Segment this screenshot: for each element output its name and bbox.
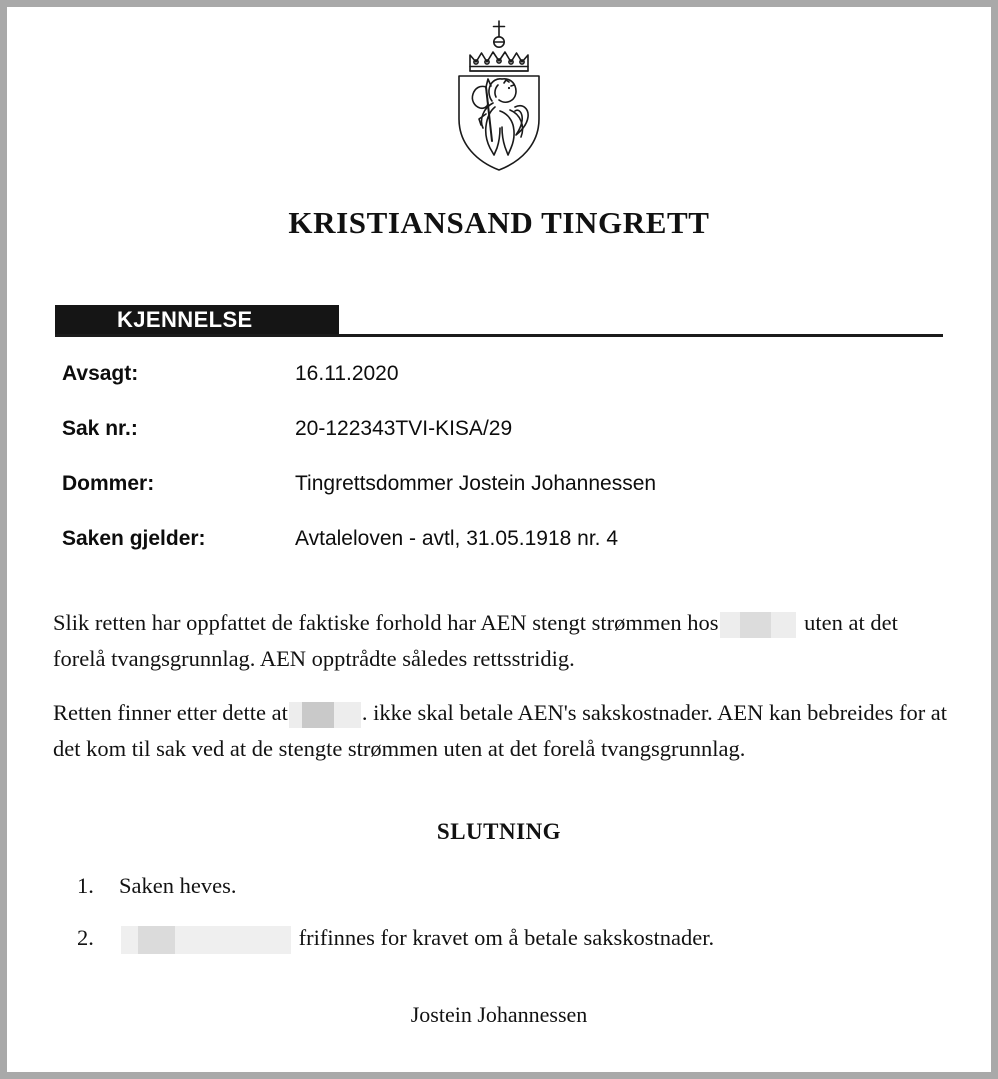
order-text-2 bbox=[119, 921, 937, 955]
paragraph-2-text-after: . ikke skal betale AEN's sakskostnader. AEN kan bebreides for at det kom til sak ved at de stengte strømmen uten at det forelå tvangsgrunnlag. bbox=[53, 700, 948, 761]
banner-horizontal-rule bbox=[55, 334, 943, 337]
metadata-value-saken-gjelder: Avtaleloven - avtl, 31.05.1918 nr. 4 bbox=[295, 527, 618, 550]
paragraph-1-text-before: Slik retten har oppfattet de faktiske forhold har AEN stengt strømmen hos bbox=[53, 610, 719, 635]
norwegian-coat-of-arms-icon bbox=[440, 15, 558, 175]
redaction-block-3 bbox=[121, 926, 291, 954]
paragraph-2 bbox=[53, 695, 948, 767]
coat-of-arms-container bbox=[7, 15, 991, 175]
order-item-1 bbox=[77, 869, 937, 903]
metadata-row-avsagt bbox=[62, 362, 942, 417]
order-number-1: 1. bbox=[77, 873, 94, 898]
document-body bbox=[7, 7, 991, 1072]
decision-banner-bar bbox=[55, 305, 339, 334]
order-item-2 bbox=[77, 921, 937, 955]
metadata-label-saken-gjelder: Saken gjelder: bbox=[62, 527, 206, 550]
metadata-value-avsagt: 16.11.2020 bbox=[295, 362, 399, 385]
conclusion-heading: SLUTNING bbox=[436, 819, 562, 844]
metadata-row-sak-nr bbox=[62, 417, 942, 472]
decision-banner bbox=[55, 305, 943, 337]
metadata-row-dommer bbox=[62, 472, 942, 527]
redaction-block-2 bbox=[289, 702, 361, 728]
court-name-title: KRISTIANSAND TINGRETT bbox=[288, 205, 710, 240]
case-metadata-list bbox=[62, 362, 942, 582]
decision-body bbox=[53, 605, 948, 785]
paragraph-1-text-after: uten at det forelå tvangsgrunnlag. AEN opptrådte således rettsstridig. bbox=[53, 610, 898, 671]
metadata-value-dommer: Tingrettsdommer Jostein Johannessen bbox=[295, 472, 657, 495]
decision-banner-label: KJENNELSE bbox=[117, 306, 253, 332]
redaction-block-1 bbox=[720, 612, 796, 638]
paragraph-1 bbox=[53, 605, 948, 677]
judge-signature: Jostein Johannessen bbox=[410, 1002, 588, 1027]
order-text-1: Saken heves. bbox=[119, 873, 237, 898]
order-text-2-after: frifinnes for kravet om å betale sakskostnader. bbox=[298, 925, 715, 950]
paragraph-2-text-before: Retten finner etter dette at bbox=[53, 700, 288, 725]
metadata-row-saken-gjelder bbox=[62, 527, 942, 582]
metadata-value-sak-nr: 20-122343TVI-KISA/29 bbox=[295, 417, 513, 440]
metadata-label-dommer: Dommer: bbox=[62, 472, 155, 495]
metadata-label-sak-nr: Sak nr.: bbox=[62, 417, 138, 440]
conclusion-order-list bbox=[77, 869, 937, 973]
metadata-label-avsagt: Avsagt: bbox=[62, 362, 139, 385]
order-number-2: 2. bbox=[77, 925, 94, 950]
